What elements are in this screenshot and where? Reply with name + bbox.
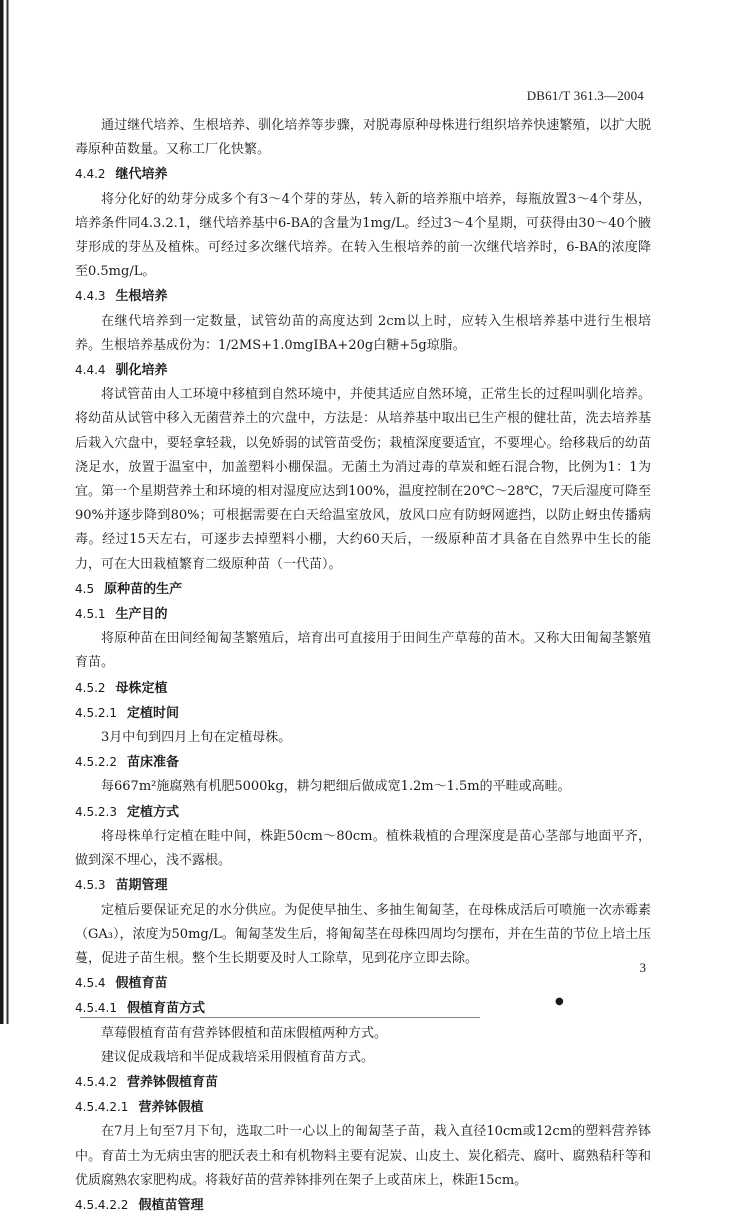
section-heading [75,162,651,187]
section-number: 4.5.4 [75,976,106,991]
standard-code: DB61/T 361.3—2004 [526,88,644,103]
section-heading [75,873,651,898]
section-heading [75,284,651,309]
section-title: 苗床准备 [126,755,179,771]
section-heading [75,676,651,701]
section-number: 4.5.4.2 [75,1074,117,1089]
scan-speck: ● [555,996,564,1007]
section-title: 继代培养 [115,167,168,183]
paragraph: 将试管苗由人工环境中移植到自然环境中，并使其适应自然环境，正常生长的过程叫驯化培养。将幼苗从试管中移入无菌营养土的穴盘中，方法是：从培养基中取出已生产根的健壮苗，洗去培养基后栽入穴盘中，要轻拿轻栽，以免娇弱的试管苗受伤；栽植深度要适宜，不要埋心。给移栽后的幼苗浇足水，放置于温室中，加盖塑料小棚保温。无菌土为消过毒的草炭和蛭石混合物，比例为1：1为宜。第一个星期营养土和环境的相对湿度应达到100%，温度控制在20℃～28℃，7天后湿度可降至90%并逐步降到80%；可根据需要在白天给温室放风，放风口应有防蚜网遮挡，以防止蚜虫传播病毒。经过15天左右，可逐步去掉塑料小棚，大约60天后，一级原种苗才具备在自然界中生长的能力，可在大田栽植繁育二级原种苗（一代苗）。 [75,387,651,572]
section-heading [75,800,651,825]
section-number: 4.5.4.2.2 [75,1197,129,1212]
paragraph: 3月中旬到四月上旬在定植母株。 [101,730,292,746]
section-title: 营养钵假植 [138,1100,204,1116]
section-number: 4.5.2.3 [75,804,117,819]
paragraph: 定植后要保证充足的水分供应。为促使早抽生、多抽生匍匐茎，在母株成活后可喷施一次赤霉素（GA₃），浓度为50mg/L。匍匐茎发生后，将匍匐茎在母株四周均匀摆布，并在生苗的节位上培土压蔓，促进子苗生根。整个生长期要及时人工除草，见到花序立即去除。 [75,902,651,966]
paragraph: 在继代培养到一定数量，试管幼苗的高度达到 2cm以上时，应转入生根培养基中进行生根培养。生根培养基成份为：1/2MS+1.0mgIBA+20g白糖+5g琼脂。 [75,313,651,353]
section-title: 营养钵假植育苗 [126,1074,218,1090]
section-title: 原种苗的生产 [104,581,183,597]
section-number: 4.4.3 [75,289,106,304]
section-number: 4.5.2 [75,680,106,695]
section-number: 4.4.2 [75,167,106,182]
section-title: 假植苗管理 [138,1197,204,1213]
section-title: 假植育苗方式 [126,1001,205,1017]
section-title: 假植育苗 [115,976,168,992]
section-heading [75,1193,651,1218]
section-title: 苗期管理 [115,878,168,894]
section-heading [75,1095,651,1120]
page-number: 3 [639,960,646,975]
scan-edge-bottom [80,1017,480,1024]
paragraph: 草莓假植育苗有营养钵假植和苗床假植两种方式。 [101,1025,388,1041]
section-title: 定植方式 [126,804,179,820]
section-number: 4.5 [75,581,95,596]
section-number: 4.5.2.2 [75,755,117,770]
paragraph: 建议促成栽培和半促成栽培采用假植育苗方式。 [101,1049,375,1065]
section-number: 4.5.4.1 [75,1001,117,1016]
section-heading [75,971,651,996]
section-heading [75,602,651,627]
section-number: 4.5.1 [75,607,106,622]
section-heading [75,577,651,602]
section-title: 驯化培养 [115,363,168,379]
paragraph: 通过继代培养、生根培养、驯化培养等步骤，对脱毒原种母株进行组织培养快速繁殖，以扩大脱毒原种苗数量。又称工厂化快繁。 [75,118,651,158]
paragraph: 每667m²施腐熟有机肥5000kg，耕匀耙细后做成宽1.2m～1.5m的平畦或高畦。 [101,779,571,795]
section-heading [75,701,651,726]
section-title: 定植时间 [126,705,179,721]
section-heading [75,750,651,775]
section-heading [75,1070,651,1095]
scan-edge [0,0,12,1024]
section-number: 4.4.4 [75,363,106,378]
paragraph: 将母株单行定植在畦中间，株距50cm～80cm。植株栽植的合理深度是苗心茎部与地面平齐，做到深不埋心，浅不露根。 [75,828,651,869]
section-number: 4.5.2.1 [75,705,117,720]
section-number: 4.5.3 [75,878,106,893]
paragraph: 将原种苗在田间经匍匐茎繁殖后，培育出可直接用于田间生产草莓的苗木。又称大田匍匐茎繁殖育苗。 [75,631,651,671]
paragraph: 在7月上旬至7月下旬，选取二叶一心以上的匍匐茎子苗，栽入直径10cm或12cm的塑料营养钵中。育苗土为无病虫害的肥沃表土和有机物料主要有泥炭、山皮土、炭化稻壳、腐叶、腐熟秸秆等和优质腐熟农家肥构成。将栽好苗的营养钵排列在架子上或苗床上，株距15cm。 [75,1124,651,1188]
section-number: 4.5.4.2.1 [75,1100,129,1115]
section-title: 母株定植 [115,680,168,696]
paragraph: 将分化好的幼芽分成多个有3～4个芽的芽丛，转入新的培养瓶中培养，每瓶放置3～4个芽丛，培养条件同4.3.2.1，继代培养基中6-BA的含量为1mg/L。经过3～4个星期，可获得由30～40个腋芽形成的芽丛及植株。可经过多次继代培养。在转入生根培养的前一次继代培养时，6-BA的浓度降至0.5mg/L。 [75,191,651,280]
document-body [75,114,651,1218]
section-title: 生产目的 [115,607,168,623]
section-title: 生根培养 [115,289,168,305]
section-heading [75,358,651,383]
